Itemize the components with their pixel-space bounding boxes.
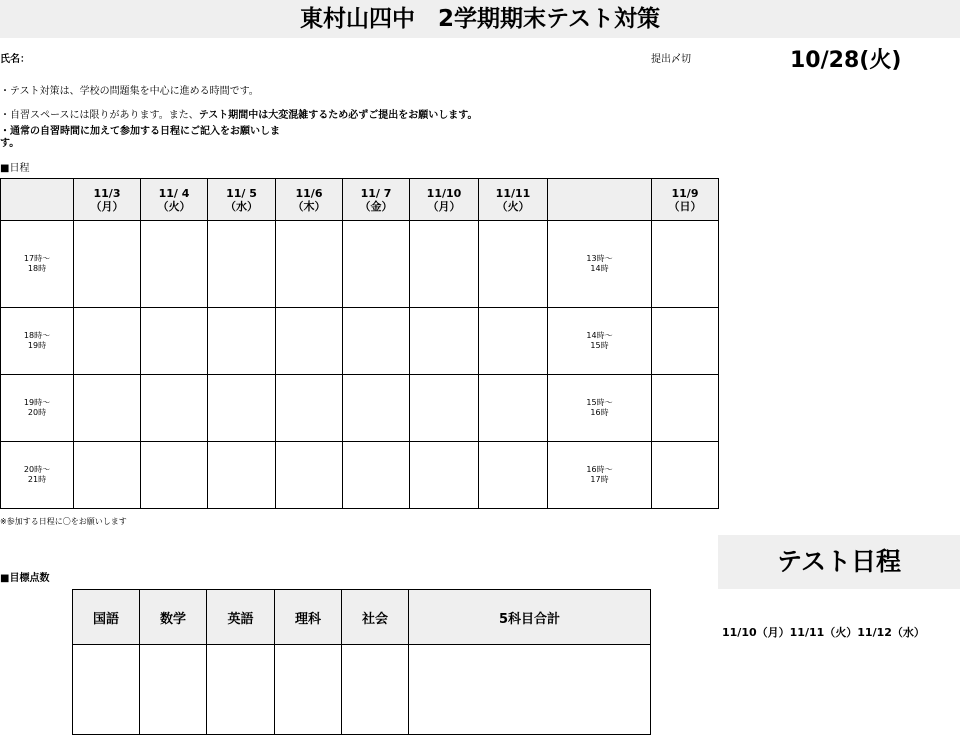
slot-cell[interactable] (652, 221, 719, 308)
note-line-2 (0, 106, 478, 121)
slot-cell[interactable] (141, 442, 208, 509)
time-cell: 19時～ 20時 (1, 375, 74, 442)
slot-cell[interactable] (208, 308, 276, 375)
slot-cell[interactable] (74, 308, 141, 375)
day-header: 11/10 （月） (410, 179, 479, 221)
slot-cell[interactable] (208, 375, 276, 442)
slot-cell[interactable] (652, 375, 719, 442)
score-cell[interactable] (275, 645, 342, 735)
note-line-3 (0, 126, 280, 150)
day-header: 11/3 （月） (74, 179, 141, 221)
schedule-note: ※参加する日程に〇をお願いします (0, 517, 127, 526)
subject-header: 数学 (140, 590, 207, 645)
subject-header: 国語 (73, 590, 140, 645)
schedule-row (1, 375, 719, 442)
day-header: 11/ 4 （火） (141, 179, 208, 221)
slot-cell[interactable] (479, 442, 548, 509)
slot-cell[interactable] (410, 442, 479, 509)
day-header: 11/6 （木） (276, 179, 343, 221)
slot-cell[interactable] (479, 221, 548, 308)
slot-cell[interactable] (141, 375, 208, 442)
day-header: 11/9 （日） (652, 179, 719, 221)
time-cell: 16時～ 17時 (548, 442, 652, 509)
name-label: 氏名： (0, 54, 30, 65)
score-input-row (73, 645, 651, 735)
slot-cell[interactable] (479, 375, 548, 442)
slot-cell[interactable] (343, 221, 410, 308)
test-schedule-title: テスト日程 (718, 535, 960, 589)
time-cell: 18時～ 19時 (1, 308, 74, 375)
slot-cell[interactable] (276, 442, 343, 509)
slot-cell[interactable] (343, 442, 410, 509)
slot-cell[interactable] (652, 308, 719, 375)
day-header: 11/11 （火） (479, 179, 548, 221)
slot-cell[interactable] (479, 308, 548, 375)
day-header (548, 179, 652, 221)
time-cell: 20時～ 21時 (1, 442, 74, 509)
slot-cell[interactable] (410, 375, 479, 442)
slot-cell[interactable] (343, 308, 410, 375)
time-cell: 17時～ 18時 (1, 221, 74, 308)
subject-header-row (73, 590, 651, 645)
note-line-2-bold: テスト期間中は大変混雑するため必ずご提出をお願いします。 (198, 110, 478, 121)
schedule-heading: ■日程 (0, 163, 30, 174)
slot-cell[interactable] (410, 221, 479, 308)
slot-cell[interactable] (276, 375, 343, 442)
note-line-1: ・テスト対策は、学校の問題集を中心に進める時間です。 (0, 86, 259, 97)
deadline-date: 10/28(火) (790, 48, 902, 73)
slot-cell[interactable] (141, 308, 208, 375)
schedule-row (1, 308, 719, 375)
slot-cell[interactable] (276, 308, 343, 375)
note-line-3b: す。 (0, 138, 20, 149)
subject-header: 社会 (342, 590, 409, 645)
slot-cell[interactable] (74, 375, 141, 442)
note-line-3a: ・通常の自習時間に加えて参加する日程にご記入をお願いしま (0, 126, 280, 137)
page-title: 東村山四中 2学期期末テスト対策 (0, 0, 960, 38)
slot-cell[interactable] (343, 375, 410, 442)
slot-cell[interactable] (410, 308, 479, 375)
test-schedule-dates: 11/10（月）11/11（火）11/12（水） (722, 626, 925, 639)
schedule-table (0, 178, 719, 509)
schedule-row (1, 442, 719, 509)
target-heading: ■目標点数 (0, 573, 50, 584)
day-header: 11/ 5 （水） (208, 179, 276, 221)
total-score-cell[interactable] (409, 645, 651, 735)
slot-cell[interactable] (74, 221, 141, 308)
slot-cell[interactable] (74, 442, 141, 509)
day-header: 11/ 7 （金） (343, 179, 410, 221)
time-cell: 14時～ 15時 (548, 308, 652, 375)
slot-cell[interactable] (276, 221, 343, 308)
note-line-2-normal: ・自習スペースには限りがあります。また、 (0, 110, 199, 121)
schedule-row (1, 221, 719, 308)
slot-cell[interactable] (208, 221, 276, 308)
schedule-corner-cell (1, 179, 74, 221)
slot-cell[interactable] (652, 442, 719, 509)
schedule-header-row (1, 179, 719, 221)
score-cell[interactable] (207, 645, 275, 735)
subject-header: 理科 (275, 590, 342, 645)
slot-cell[interactable] (208, 442, 276, 509)
slot-cell[interactable] (141, 221, 208, 308)
subject-header: 英語 (207, 590, 275, 645)
score-cell[interactable] (140, 645, 207, 735)
time-cell: 13時～ 14時 (548, 221, 652, 308)
target-score-table (72, 589, 651, 735)
deadline-label: 提出〆切 (651, 54, 691, 65)
score-cell[interactable] (73, 645, 140, 735)
score-cell[interactable] (342, 645, 409, 735)
subject-header: 5科目合計 (409, 590, 651, 645)
time-cell: 15時～ 16時 (548, 375, 652, 442)
